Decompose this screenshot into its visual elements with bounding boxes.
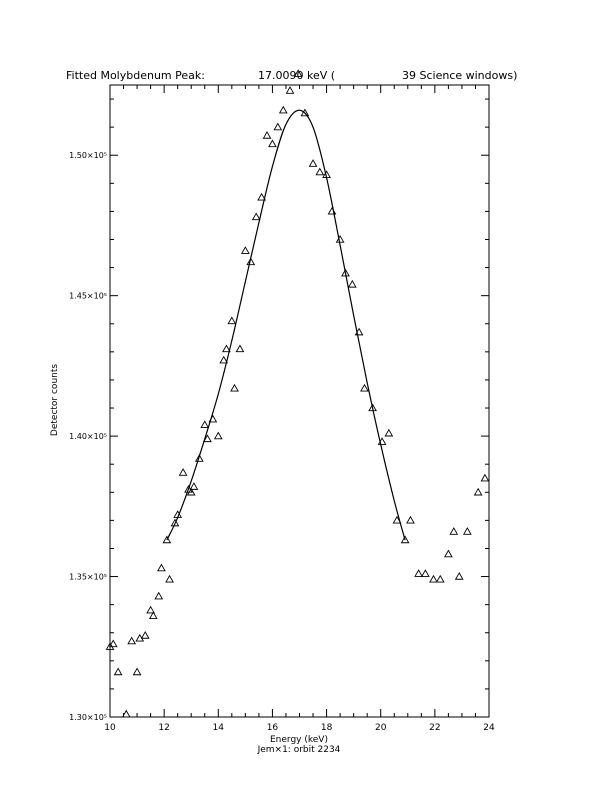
data-point	[481, 475, 488, 481]
data-point	[142, 632, 149, 638]
data-point	[263, 132, 270, 138]
data-point	[385, 430, 392, 436]
x-axis-ticks	[110, 85, 489, 717]
data-point	[430, 576, 437, 582]
data-point	[286, 87, 293, 93]
data-point	[437, 576, 444, 582]
x-tick-label: 16	[266, 723, 279, 733]
data-point	[361, 385, 368, 391]
data-point	[445, 550, 452, 556]
data-point	[128, 638, 135, 644]
title-part1: Fitted Molybdenum Peak:	[66, 69, 205, 82]
data-point	[415, 570, 422, 576]
x-tick-label: 20	[374, 723, 387, 733]
data-point	[179, 469, 186, 475]
data-point	[166, 576, 173, 582]
y-tick-label: 1.30×10⁵	[69, 713, 107, 722]
fit-curve	[167, 110, 405, 540]
data-point	[349, 281, 356, 287]
data-point	[242, 247, 249, 253]
data-point	[133, 668, 140, 674]
data-point	[269, 140, 276, 146]
data-point	[215, 433, 222, 439]
data-point	[110, 640, 117, 646]
title-part3: 39 Science windows)	[402, 69, 518, 82]
data-point	[475, 489, 482, 495]
data-point	[236, 345, 243, 351]
data-point	[201, 421, 208, 427]
y-tick-label: 1.50×10⁵	[69, 151, 107, 161]
x-tick-label: 14	[212, 723, 225, 733]
x-tick-label: 24	[483, 723, 495, 733]
data-point	[407, 517, 414, 523]
x-tick-label: 12	[158, 723, 170, 733]
data-point	[450, 528, 457, 534]
data-point	[274, 124, 281, 130]
data-point	[309, 160, 316, 166]
data-point	[253, 213, 260, 219]
data-point	[316, 168, 323, 174]
x-tick-label: 18	[320, 723, 333, 733]
plot-frame	[110, 85, 489, 717]
data-point	[456, 573, 463, 579]
x-tick-label: 22	[429, 723, 441, 733]
data-point	[231, 385, 238, 391]
data-point	[115, 668, 122, 674]
data-point	[158, 565, 165, 571]
y-axis-label: Detector counts	[50, 363, 60, 437]
data-markers	[106, 70, 488, 717]
x-axis-tick-labels	[104, 723, 495, 733]
data-point	[228, 317, 235, 323]
data-point	[280, 107, 287, 113]
y-tick-label: 1.45×10⁵	[69, 291, 107, 301]
chart-title	[66, 69, 517, 82]
title-part2: 17.0090 keV (	[258, 69, 336, 82]
x-axis-sublabel: Jem×1: orbit 2234	[257, 745, 341, 755]
y-axis-ticks	[110, 99, 489, 717]
x-tick-label: 10	[104, 723, 116, 733]
data-point	[422, 570, 429, 576]
data-point	[464, 528, 471, 534]
data-point	[155, 593, 162, 599]
x-axis-label: Energy (keV)	[270, 735, 328, 745]
y-axis-tick-labels	[69, 151, 107, 722]
data-point	[337, 236, 344, 242]
y-tick-label: 1.35×10⁵	[69, 572, 107, 582]
y-tick-label: 1.40×10⁵	[69, 432, 107, 442]
